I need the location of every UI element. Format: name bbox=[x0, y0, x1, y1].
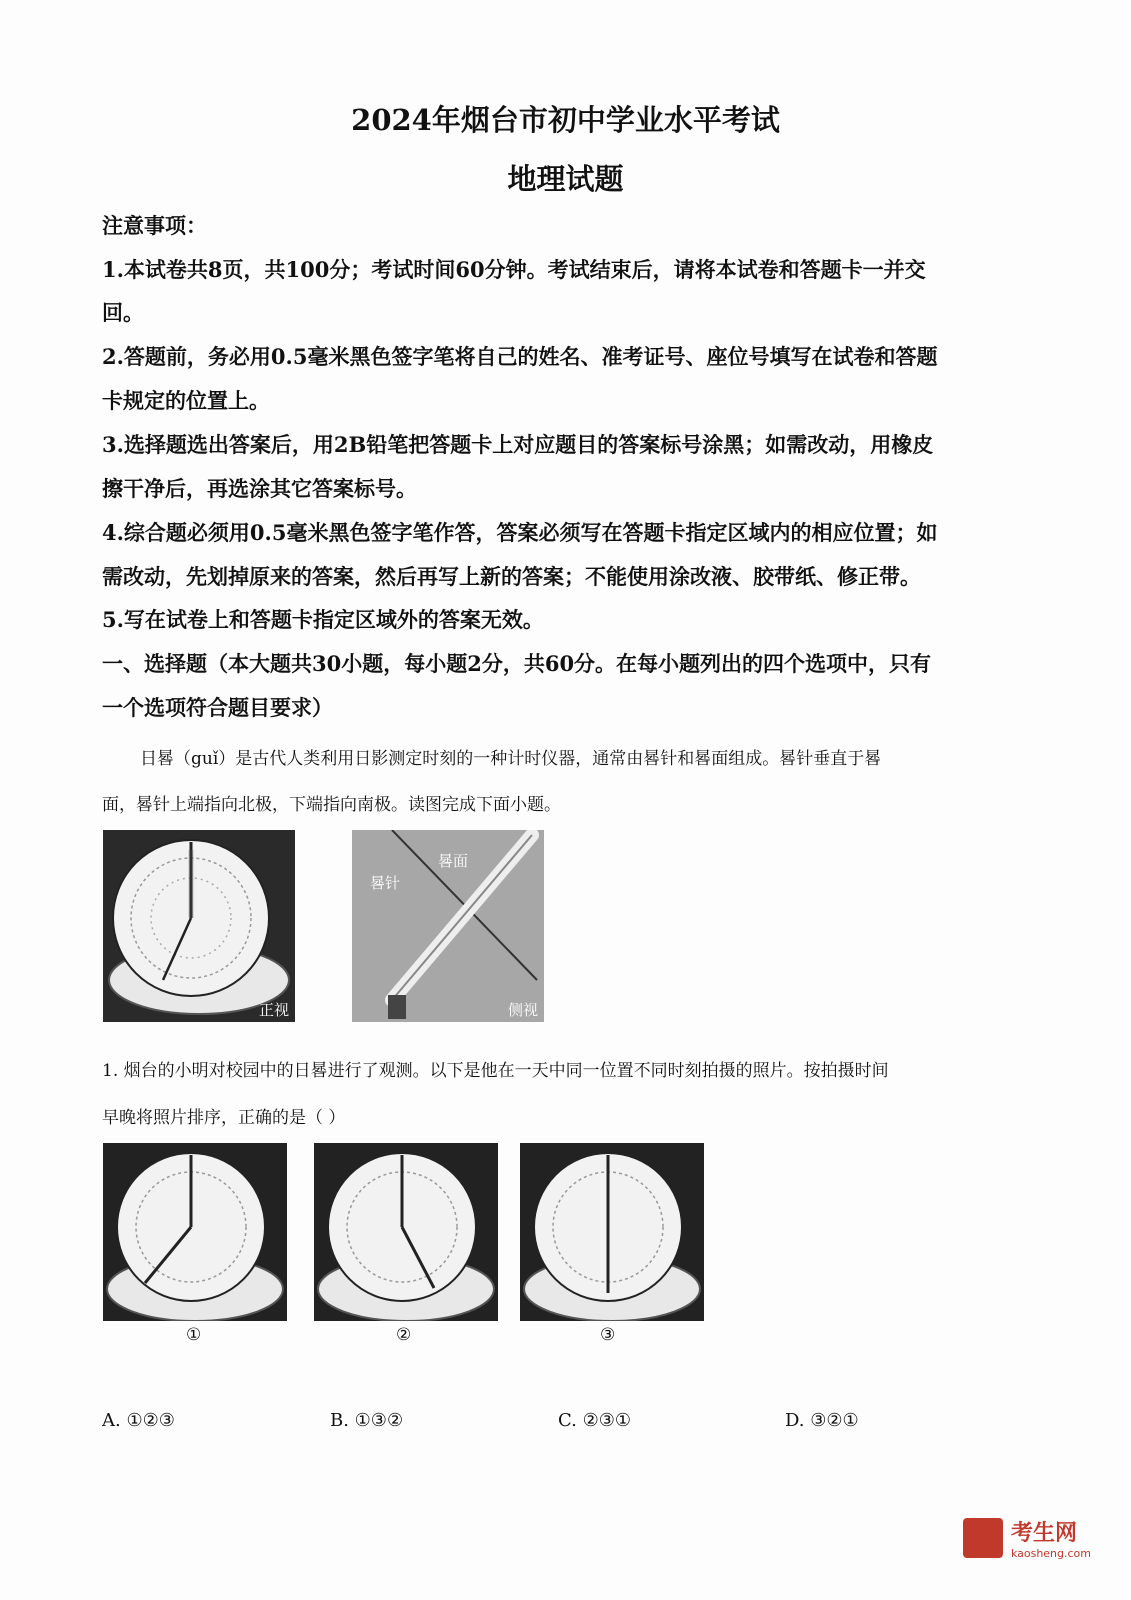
notice-line: 1.本试卷共8页，共100分；考试时间60分钟。考试结束后，请将本试卷和答题卡一并交 bbox=[102, 257, 926, 282]
front-view-caption: 正视 bbox=[258, 1001, 289, 1019]
intro-text: 日晷（guǐ）是古代人类利用日影测定时刻的一种计时仪器，通常由晷针和晷面组成。晷针垂直于晷 bbox=[140, 749, 882, 769]
notice-line: 卡规定的位置上。 bbox=[102, 388, 270, 413]
label-pin: 晷针 bbox=[370, 874, 401, 892]
notice-line: 4.综合题必须用0.5毫米黑色签字笔作答，答案必须写在答题卡指定区域内的相应位置；如 bbox=[102, 520, 938, 545]
option-c[interactable]: C. ②③① bbox=[558, 1410, 631, 1431]
photo-3-label: ③ bbox=[600, 1325, 616, 1345]
watermark bbox=[963, 1516, 1091, 1560]
question-1-text: 1. 烟台的小明对校园中的日晷进行了观测。以下是他在一天中同一位置不同时刻拍摄的照片。按拍摄时间 bbox=[102, 1061, 889, 1081]
watermark-logo-icon bbox=[963, 1518, 1003, 1558]
section-heading-cont: 一个选项符合题目要求） bbox=[102, 695, 333, 720]
sundial-side-photo bbox=[352, 830, 544, 1022]
notice-line: 需改动，先划掉原来的答案，然后再写上新的答案；不能使用涂改液、胶带纸、修正带。 bbox=[102, 564, 921, 589]
side-view-caption: 侧视 bbox=[507, 1001, 538, 1019]
notice-line: 5.写在试卷上和答题卡指定区域外的答案无效。 bbox=[102, 607, 544, 632]
notice-line: 3.选择题选出答案后，用2B铅笔把答题卡上对应题目的答案标号涂黑；如需改动，用橡皮 bbox=[102, 432, 934, 457]
watermark-url: kaosheng.com bbox=[1010, 1547, 1091, 1560]
notice-heading: 注意事项： bbox=[102, 213, 207, 238]
photo-2-label: ② bbox=[396, 1325, 412, 1345]
question-1-text: 早晚将照片排序，正确的是（ ） bbox=[102, 1108, 346, 1128]
option-b[interactable]: B. ①③② bbox=[330, 1410, 404, 1431]
exam-title: 2024年烟台市初中学业水平考试 bbox=[351, 103, 780, 137]
sundial-photo-2 bbox=[314, 1143, 498, 1321]
option-a[interactable]: A. ①②③ bbox=[102, 1410, 175, 1431]
notice-line: 回。 bbox=[102, 300, 144, 325]
intro-text: 面，晷针上端指向北极，下端指向南极。读图完成下面小题。 bbox=[102, 795, 561, 815]
photo-1-label: ① bbox=[186, 1325, 202, 1345]
exam-subject: 地理试题 bbox=[507, 162, 624, 196]
watermark-text: 考生网 bbox=[1010, 1521, 1077, 1546]
notice-line: 2.答题前，务必用0.5毫米黑色签字笔将自己的姓名、准考证号、座位号填写在试卷和答题 bbox=[102, 344, 938, 369]
label-face: 晷面 bbox=[438, 852, 469, 870]
sundial-photo-3 bbox=[520, 1143, 704, 1321]
section-heading: 一、选择题（本大题共30小题，每小题2分，共60分。在每小题列出的四个选项中，只有 bbox=[102, 651, 932, 676]
option-d[interactable]: D. ③②① bbox=[785, 1410, 859, 1431]
notice-line: 擦干净后，再选涂其它答案标号。 bbox=[102, 476, 417, 501]
sundial-photo-1 bbox=[103, 1143, 287, 1321]
sundial-front-photo bbox=[103, 830, 295, 1022]
